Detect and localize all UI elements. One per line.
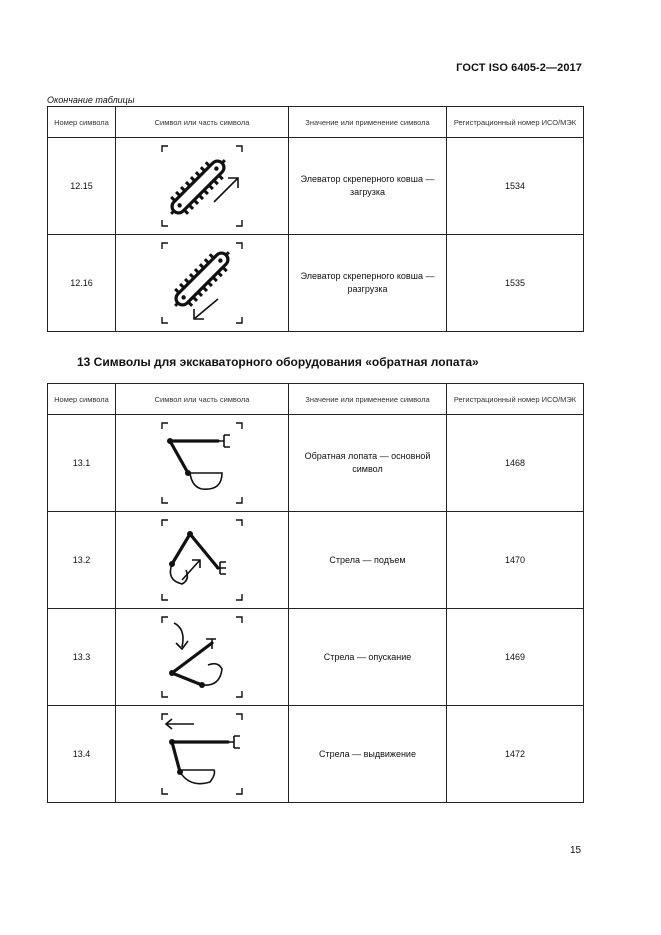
registration-number: 1472 (447, 706, 584, 803)
table-row (48, 138, 584, 235)
page-number: 15 (570, 845, 582, 856)
symbols-table-continued (47, 106, 584, 332)
symbol-number: 13.2 (48, 512, 116, 609)
symbol-meaning: Элеватор скреперного ковша — разгрузка (289, 235, 447, 332)
boom-lower-icon (160, 615, 244, 699)
table-header-row (48, 107, 584, 138)
symbol-number: 13.4 (48, 706, 116, 803)
col-header-reg-number: Регистрационный номер ИСО/МЭК (447, 107, 584, 138)
col-header-meaning: Значение или применение символа (289, 384, 447, 415)
table-row (48, 415, 584, 512)
boom-raise-icon (160, 518, 244, 602)
col-header-symbol: Символ или часть символа (116, 384, 289, 415)
symbol-number: 12.16 (48, 235, 116, 332)
symbol-number: 12.15 (48, 138, 116, 235)
scraper-elevator-loading-icon (160, 144, 244, 228)
symbol-cell (116, 415, 289, 512)
section-heading: 13 Символы для экскаваторного оборудования «обратная лопата» (77, 355, 479, 369)
boom-extend-icon (160, 712, 244, 796)
symbol-meaning: Стрела — подъем (289, 512, 447, 609)
registration-number: 1468 (447, 415, 584, 512)
symbol-meaning: Элеватор скреперного ковша — загрузка (289, 138, 447, 235)
symbol-number: 13.1 (48, 415, 116, 512)
symbol-number: 13.3 (48, 609, 116, 706)
symbol-meaning: Обратная лопата — основной символ (289, 415, 447, 512)
table-header-row (48, 384, 584, 415)
registration-number: 1469 (447, 609, 584, 706)
document-code: ГОСТ ISO 6405-2—2017 (456, 62, 582, 74)
table-row (48, 512, 584, 609)
symbol-meaning: Стрела — выдвижение (289, 706, 447, 803)
table-row (48, 609, 584, 706)
scraper-elevator-unloading-icon (160, 241, 244, 325)
col-header-symbol: Символ или часть символа (116, 107, 289, 138)
col-header-number: Номер символа (48, 384, 116, 415)
registration-number: 1534 (447, 138, 584, 235)
symbol-cell (116, 706, 289, 803)
symbol-cell (116, 138, 289, 235)
table-caption: Окончание таблицы (47, 95, 135, 105)
symbol-cell (116, 512, 289, 609)
table-row (48, 235, 584, 332)
registration-number: 1470 (447, 512, 584, 609)
symbol-meaning: Стрела — опускание (289, 609, 447, 706)
col-header-reg-number: Регистрационный номер ИСО/МЭК (447, 384, 584, 415)
backhoe-symbols-table (47, 383, 584, 803)
col-header-meaning: Значение или применение символа (289, 107, 447, 138)
table-row (48, 706, 584, 803)
registration-number: 1535 (447, 235, 584, 332)
backhoe-basic-icon (160, 421, 244, 505)
symbol-cell (116, 609, 289, 706)
col-header-number: Номер символа (48, 107, 116, 138)
symbol-cell (116, 235, 289, 332)
